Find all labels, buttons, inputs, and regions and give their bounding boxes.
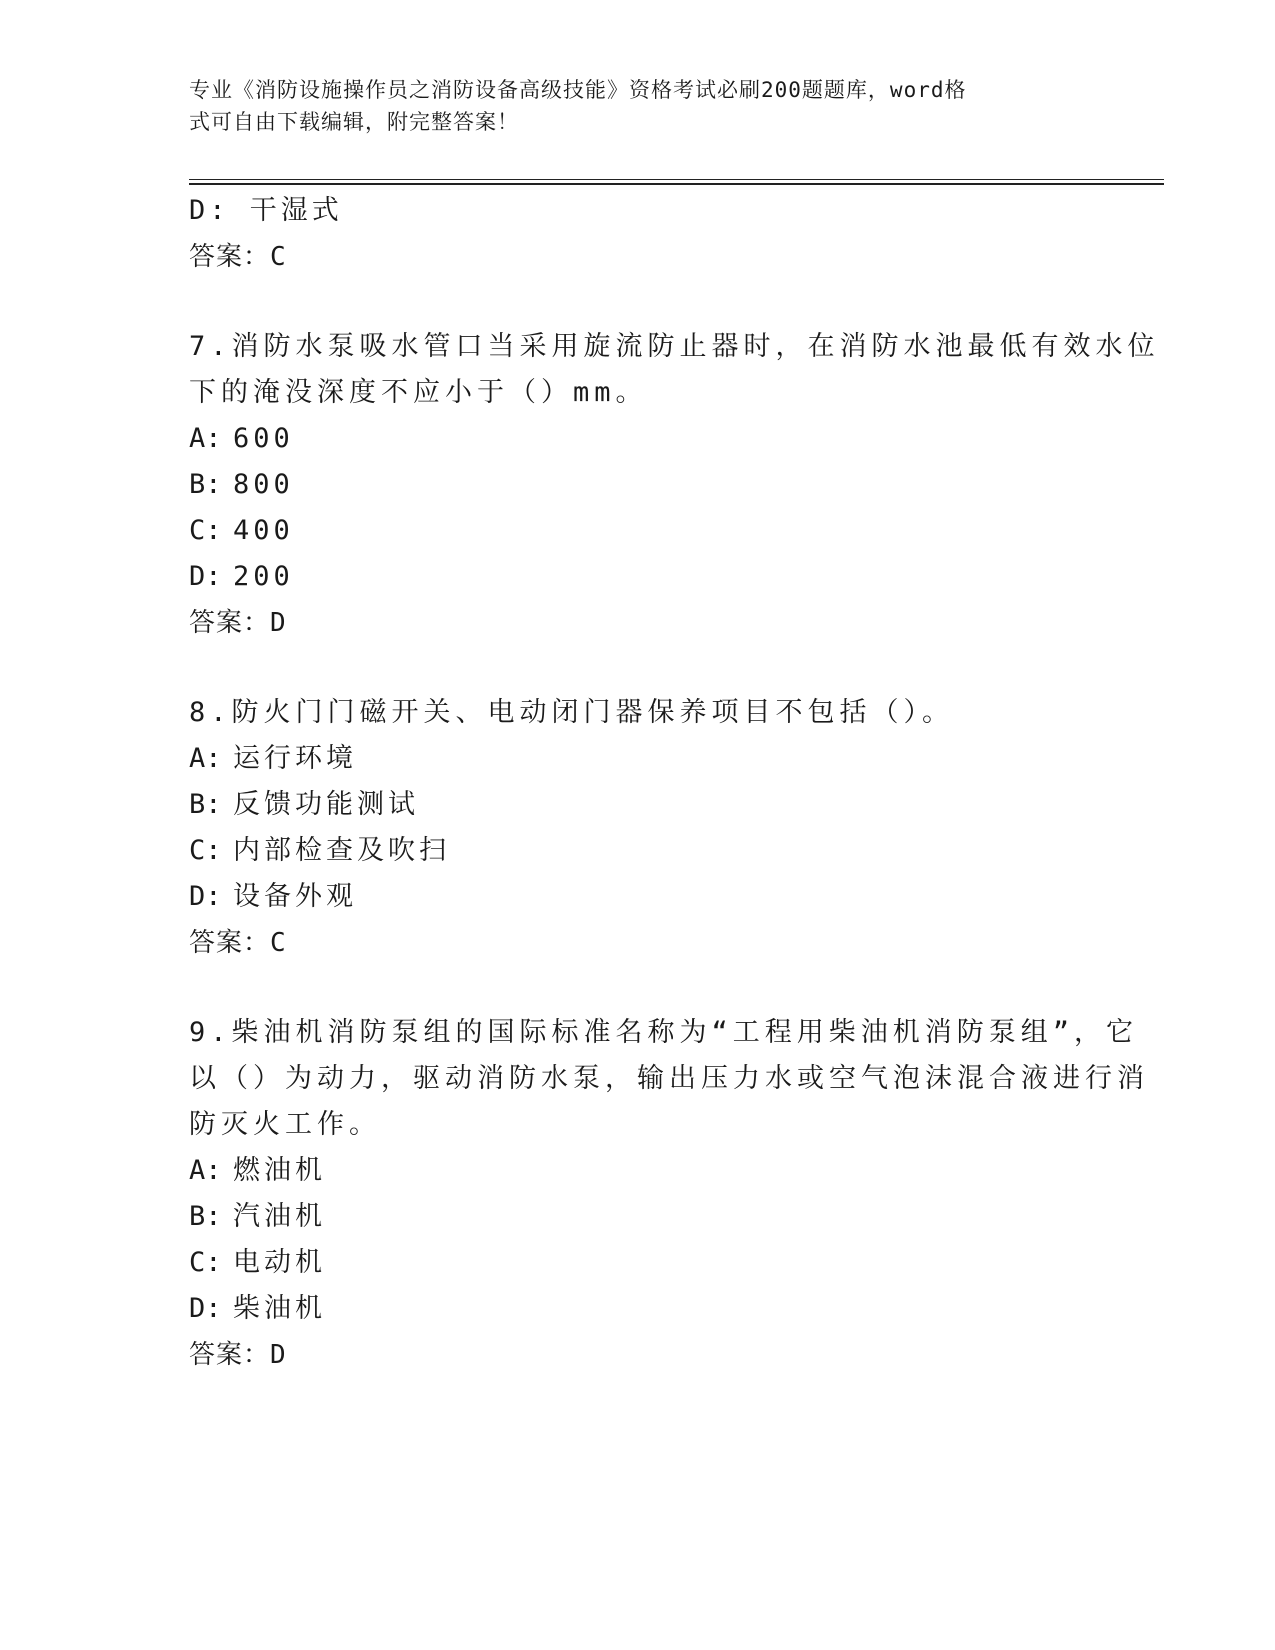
option-c <box>189 508 1089 554</box>
option-letter: C: <box>189 515 222 546</box>
option-letter: B: <box>189 1201 222 1232</box>
question-stem-line: 以（）为动力，驱动消防水泵，输出压力水或空气泡沫混合液进行消 <box>189 1063 1149 1094</box>
previous-option-d: D: 干湿式 <box>189 195 343 226</box>
option-b <box>189 782 1089 828</box>
option-letter: A: <box>189 1155 222 1186</box>
option-c <box>189 828 1089 874</box>
option-b <box>189 1194 1089 1240</box>
option-b <box>189 462 1089 508</box>
option-letter: D: <box>189 561 222 592</box>
question-list <box>189 188 1160 1378</box>
option-letter: A: <box>189 743 222 774</box>
option-letter: A: <box>189 423 222 454</box>
option-letter: C: <box>189 1247 222 1278</box>
option-letter: C: <box>189 835 222 866</box>
option-text: 反馈功能测试 <box>233 789 419 820</box>
answer-line: 答案：C <box>189 928 287 958</box>
answer-line: 答案：D <box>189 1340 287 1370</box>
answer-line: 答案：D <box>189 608 287 638</box>
question-stem-line: 8.防火门门磁开关、电动闭门器保养项目不包括（）。 <box>189 697 955 728</box>
option-letter: B: <box>189 789 222 820</box>
question-stem-line: 下的淹没深度不应小于（）mm。 <box>189 377 648 408</box>
question-stem-line: 防灭火工作。 <box>189 1109 381 1140</box>
option-text: 燃油机 <box>233 1155 326 1186</box>
header-divider-thick <box>189 183 1164 185</box>
option-d <box>189 874 1089 920</box>
option-a <box>189 736 1089 782</box>
option-d <box>189 554 1089 600</box>
option-c <box>189 1240 1089 1286</box>
question-7 <box>189 324 1160 646</box>
option-letter: B: <box>189 469 222 500</box>
option-text: 柴油机 <box>233 1293 326 1324</box>
option-text: 内部检查及吹扫 <box>233 835 450 866</box>
option-letter: D: <box>189 881 222 912</box>
question-stem-line: 9.柴油机消防泵组的国际标准名称为“工程用柴油机消防泵组”，它 <box>189 1017 1139 1048</box>
header-line-2: 式可自由下载编辑，附完整答案！ <box>189 110 519 134</box>
option-text: 汽油机 <box>233 1201 326 1232</box>
option-a <box>189 416 1089 462</box>
question-stem-line: 7.消防水泵吸水管口当采用旋流防止器时，在消防水池最低有效水位 <box>189 331 1160 362</box>
header-divider-thin <box>189 179 1164 180</box>
header-line-1: 专业《消防设施操作员之消防设备高级技能》资格考试必刷200题题库，word格 <box>189 78 967 102</box>
option-letter: D: <box>189 1293 222 1324</box>
option-text: 400 <box>233 515 294 546</box>
option-text: 600 <box>233 423 294 454</box>
option-text: 200 <box>233 561 294 592</box>
question-8 <box>189 690 1089 966</box>
previous-answer: 答案：C <box>189 242 287 272</box>
option-text: 运行环境 <box>233 743 357 774</box>
option-a <box>189 1148 1089 1194</box>
question-9 <box>189 1010 1149 1378</box>
option-text: 800 <box>233 469 294 500</box>
option-d <box>189 1286 1089 1332</box>
option-text: 电动机 <box>233 1247 326 1278</box>
option-text: 设备外观 <box>233 881 357 912</box>
document-header <box>189 74 1069 138</box>
